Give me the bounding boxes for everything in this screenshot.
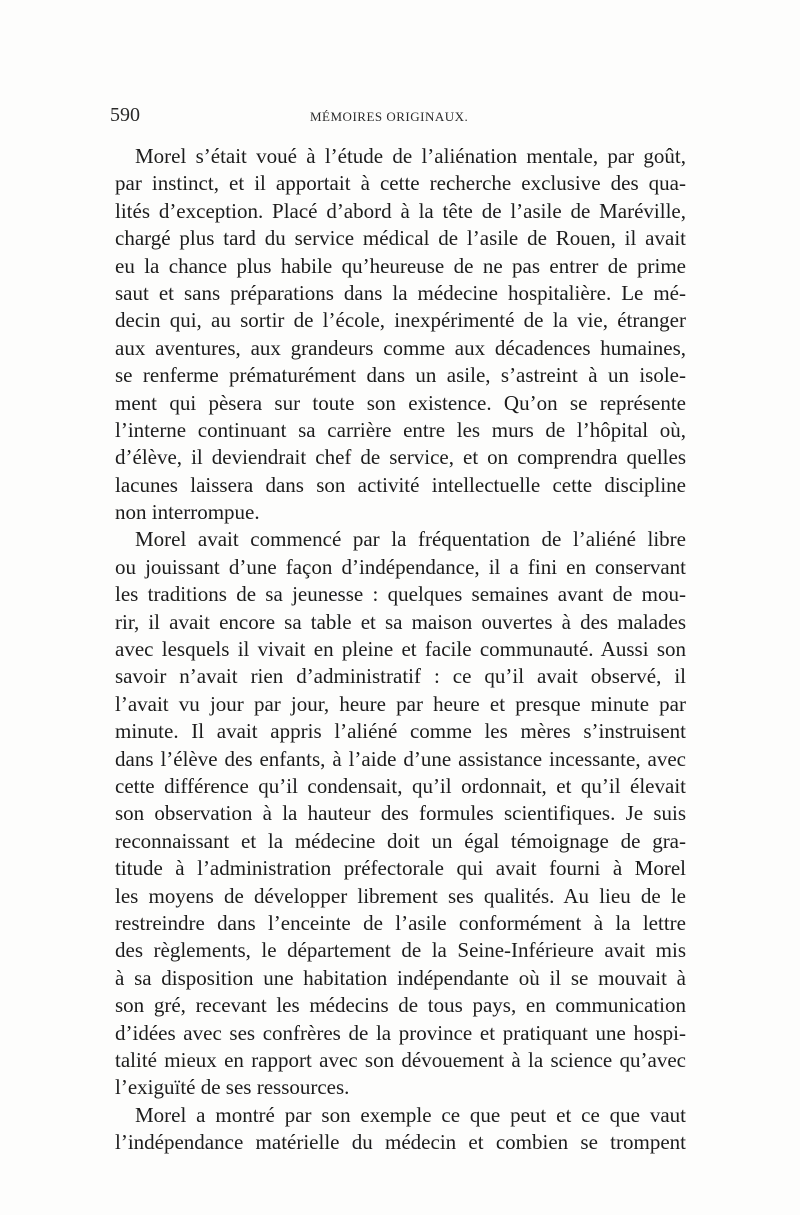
text-line: son gré, recevant les médecins de tous pays, en communication <box>115 993 686 1018</box>
text-line: minute. Il avait appris l’aliéné comme les mères s’instruisent <box>115 719 686 744</box>
running-head: MÉMOIRES ORIGINAUX. <box>310 109 469 124</box>
text-line: chargé plus tard du service médical de l’asile de Rouen, il avait <box>115 226 686 251</box>
text-line: l’indépendance matérielle du médecin et combien se trompent <box>115 1130 686 1155</box>
text-line: d’idées avec ses confrères de la province et pratiquant une hospi- <box>115 1020 686 1045</box>
text-line: savoir n’avait rien d’administratif : ce qu’il avait observé, il <box>115 664 686 689</box>
page-number: 590 <box>110 104 140 126</box>
text-line: eu la chance plus habile qu’heureuse de ne pas entrer de prime <box>115 253 686 278</box>
text-line: Morel a montré par son exemple ce que peut et ce que vaut <box>135 1102 686 1127</box>
text-line: l’exiguïté de ses ressources. <box>115 1075 350 1100</box>
page-header <box>110 104 700 134</box>
text-line: talité mieux en rapport avec son dévouement à la science qu’avec <box>115 1047 686 1072</box>
text-line: par instinct, et il apportait à cette recherche exclusive des qua- <box>115 171 686 196</box>
text-line: Morel s’était voué à l’étude de l’aliénation mentale, par goût, <box>135 144 686 168</box>
text-line: rir, il avait encore sa table et sa maison ouvertes à des malades <box>115 609 686 634</box>
text-line: reconnaissant et la médecine doit un égal témoignage de gra- <box>115 828 686 853</box>
text-line: l’interne continuant sa carrière entre les murs de l’hôpital où, <box>115 417 686 442</box>
text-line: restreindre dans l’enceinte de l’asile conformément à la lettre <box>115 910 686 935</box>
text-line: ment qui pèsera sur toute son existence. Qu’on se représente <box>115 390 686 415</box>
text-line: titude à l’administration préfectorale qui avait fourni à Morel <box>115 856 686 881</box>
text-line: non interrompue. <box>115 500 260 525</box>
text-line: d’élève, il deviendrait chef de service, et on comprendra quelles <box>115 445 686 470</box>
text-line: ou jouissant d’une façon d’indépendance, il a fini en conservant <box>115 554 686 579</box>
text-line: decin qui, au sortir de l’école, inexpérimenté de la vie, étranger <box>115 308 686 333</box>
text-line: aux aventures, aux grandeurs comme aux décadences humaines, <box>115 335 686 360</box>
text-line: à sa disposition une habitation indépendante où il se mouvait à <box>115 965 686 990</box>
text-line: lacunes laissera dans son activité intellectuelle cette discipline <box>115 472 686 497</box>
text-line: dans l’élève des enfants, à l’aide d’une assistance incessante, avec <box>115 746 686 771</box>
body-text <box>115 143 686 1156</box>
text-line: son observation à la hauteur des formules scientifiques. Je suis <box>115 801 686 826</box>
text-line: des règlements, le département de la Seine-Inférieure avait mis <box>115 938 686 963</box>
text-line: cette différence qu’il condensait, qu’il ordonnait, et qu’il élevait <box>115 773 686 798</box>
text-line: Morel avait commencé par la fréquentation de l’aliéné libre <box>135 527 686 552</box>
text-line: avec lesquels il vivait en pleine et facile communauté. Aussi son <box>115 637 686 662</box>
text-line: l’avait vu jour par jour, heure par heure et presque minute par <box>115 691 686 716</box>
text-line: les moyens de développer librement ses qualités. Au lieu de le <box>115 883 686 908</box>
text-line: saut et sans préparations dans la médecine hospitalière. Le mé- <box>115 280 686 305</box>
text-line: les traditions de sa jeunesse : quelques semaines avant de mou- <box>115 582 686 607</box>
text-line: lités d’exception. Placé d’abord à la tête de l’asile de Maréville, <box>115 198 686 223</box>
text-line: se renferme prématurément dans un asile, s’astreint à un isole- <box>115 363 686 388</box>
